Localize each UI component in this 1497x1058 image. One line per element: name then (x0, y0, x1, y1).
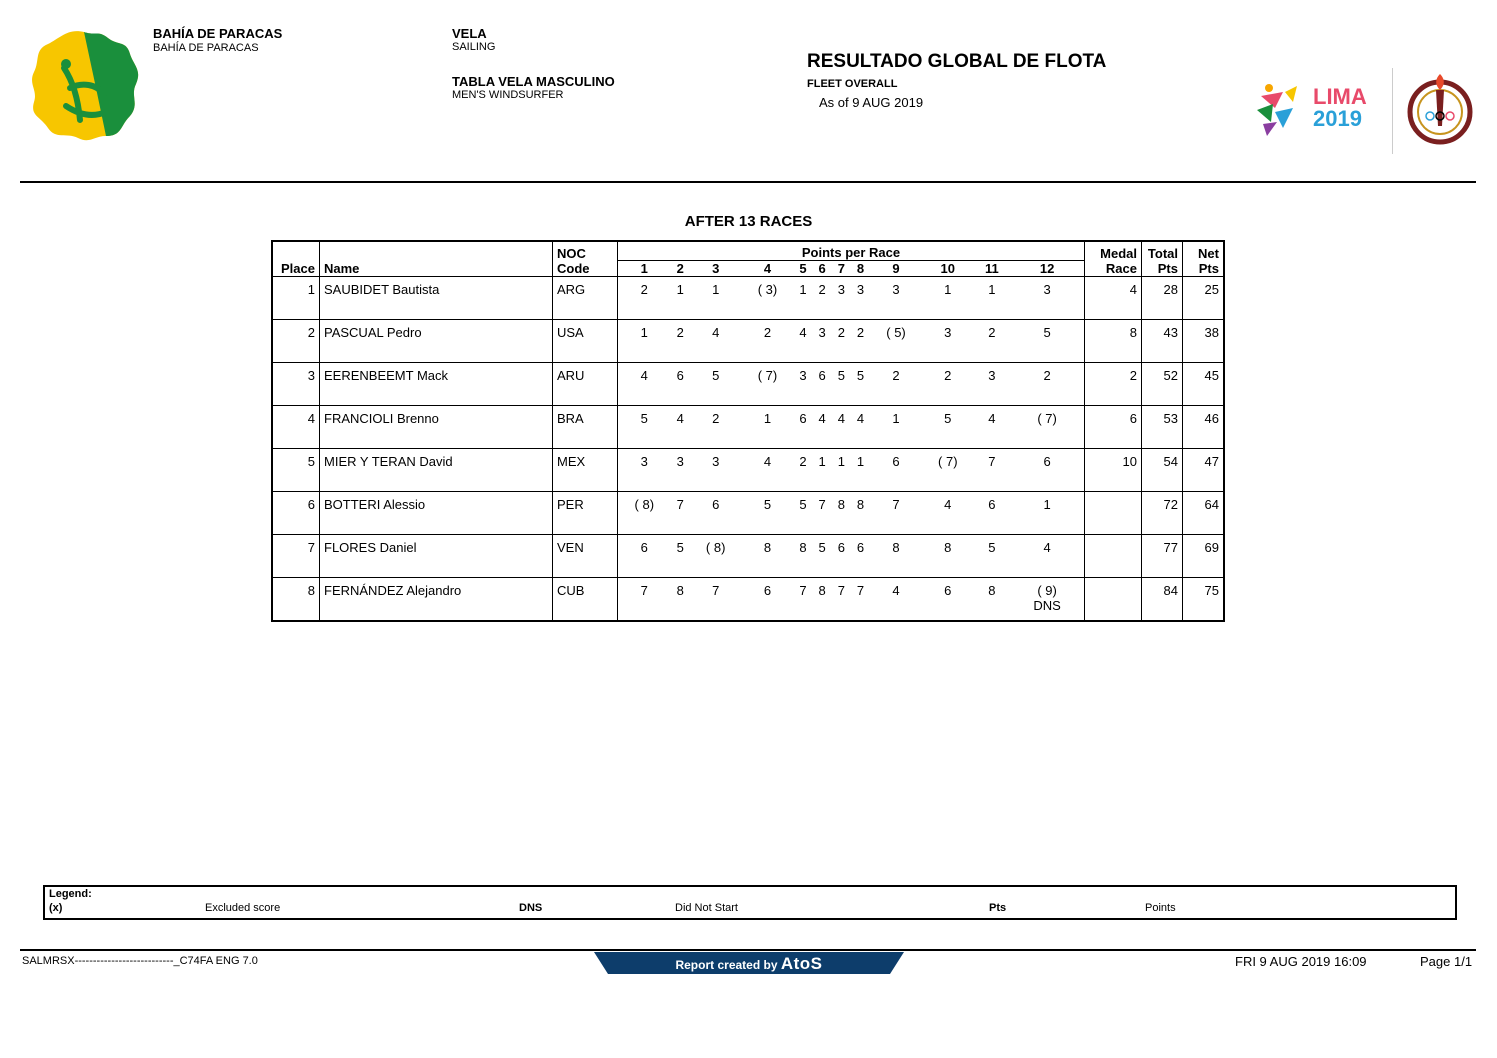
cell-race: 4 (813, 406, 832, 449)
cell-place: 4 (272, 406, 320, 449)
cell-name: FERNÁNDEZ Alejandro (320, 578, 553, 621)
cell-race: 5 (793, 492, 812, 535)
document-code: SALMRSX---------------------------_C74FA ENG 7.0 (22, 955, 258, 967)
bahia-de-paracas-logo (26, 28, 142, 144)
cell-place: 1 (272, 277, 320, 320)
cell-total: 77 (1142, 535, 1183, 578)
cell-race: 8 (832, 492, 851, 535)
cell-race: 4 (974, 406, 1011, 449)
cell-race: 7 (974, 449, 1011, 492)
cell-race: 6 (793, 406, 812, 449)
event-name-en: MEN'S WINDSURFER (452, 89, 564, 101)
header-total-pts (1142, 241, 1183, 277)
cell-race: 2 (742, 320, 794, 363)
cell-race: 2 (922, 363, 974, 406)
cell-total: 52 (1142, 363, 1183, 406)
cell-race: 1 (870, 406, 922, 449)
cell-net: 38 (1183, 320, 1225, 363)
cell-medal (1085, 535, 1142, 578)
header-net-line2: Pts (1198, 261, 1219, 276)
cell-race: 3 (922, 320, 974, 363)
cell-race: 2 (618, 277, 671, 320)
cell-race: 2 (974, 320, 1011, 363)
legend-code: Pts (989, 902, 1007, 914)
cell-race: 4 (618, 363, 671, 406)
cell-noc: MEX (553, 449, 618, 492)
cell-net: 45 (1183, 363, 1225, 406)
cell-race: 6 (832, 535, 851, 578)
cell-race: 8 (671, 578, 690, 621)
sport-block (452, 26, 495, 53)
venue-name-en: BAHÍA DE PARACAS (153, 42, 259, 54)
cell-race: 7 (793, 578, 812, 621)
cell-race: 4 (870, 578, 922, 621)
cell-noc: ARU (553, 363, 618, 406)
table-row (272, 535, 1224, 578)
cell-race: 6 (851, 535, 870, 578)
cell-race: ( 3) (757, 282, 778, 297)
header-points-per-race: Points per Race (618, 241, 1085, 261)
cell-total: 43 (1142, 320, 1183, 363)
cell-race: ( 8) (690, 535, 742, 578)
cell-race: 2 (793, 449, 812, 492)
cell-name: EERENBEEMT Mack (320, 363, 553, 406)
cell-race: 7 (671, 492, 690, 535)
cell-net: 75 (1183, 578, 1225, 621)
table-row (272, 277, 1224, 320)
table-row (272, 578, 1224, 621)
cell-medal: 8 (1085, 320, 1142, 363)
cell-medal: 4 (1085, 277, 1142, 320)
cell-race: 8 (742, 535, 794, 578)
cell-race: 3 (618, 449, 671, 492)
cell-race: ( 8) (618, 492, 671, 535)
cell-race: 2 (832, 320, 851, 363)
cell-race (1010, 578, 1084, 621)
cell-race: 3 (856, 282, 865, 297)
header-race: 8 (851, 261, 870, 277)
cell-net: 25 (1183, 277, 1225, 320)
odepa-logo (1406, 70, 1474, 150)
cell-race: 2 (870, 363, 922, 406)
cell-race: 5 (618, 406, 671, 449)
cell-place: 7 (272, 535, 320, 578)
section-title: AFTER 13 RACES (684, 213, 813, 230)
cell-race: 1 (813, 449, 832, 492)
cell-medal (1085, 492, 1142, 535)
header-total-line1: Total (1147, 246, 1178, 261)
cell-race: 1 (799, 282, 807, 297)
cell-race: 1 (851, 449, 870, 492)
event-block (452, 74, 615, 101)
cell-race: 1 (676, 282, 684, 297)
cell-race: 2 (818, 282, 826, 297)
header-race: 1 (618, 261, 671, 277)
cell-net: 46 (1183, 406, 1225, 449)
footer-rule (20, 949, 1476, 951)
cell-race (1010, 535, 1084, 578)
cell-race: 5 (922, 406, 974, 449)
sport-name: VELA (452, 26, 487, 41)
cell-race: 5 (742, 492, 794, 535)
cell-race (1010, 363, 1084, 406)
header-race: 2 (671, 261, 690, 277)
cell-race: 7 (690, 578, 742, 621)
header-net-line1: Net (1198, 246, 1219, 261)
cell-race: 5 (832, 363, 851, 406)
page-number: Page 1/1 (1420, 954, 1473, 969)
cell-race: 3 (974, 363, 1011, 406)
cell-race: 7 (618, 578, 671, 621)
cell-race: 4 (690, 320, 742, 363)
header-race: 12 (1010, 261, 1084, 277)
cell-race: 1 (832, 449, 851, 492)
cell-race-value: 2 (1043, 368, 1051, 383)
cell-race: ( 5) (870, 320, 922, 363)
cell-medal: 2 (1085, 363, 1142, 406)
cell-medal: 10 (1085, 449, 1142, 492)
header-net-pts (1183, 241, 1225, 277)
cell-race: 4 (832, 406, 851, 449)
cell-race: 6 (813, 363, 832, 406)
header-race: 11 (974, 261, 1011, 277)
cell-race (1010, 277, 1084, 320)
cell-race: 7 (813, 492, 832, 535)
cell-medal: 6 (1085, 406, 1142, 449)
cell-race (1010, 492, 1084, 535)
cell-race: 3 (690, 449, 742, 492)
event-name: TABLA VELA MASCULINO (452, 74, 615, 89)
header-noc (553, 241, 618, 277)
cell-race: 4 (793, 320, 812, 363)
cell-net: 64 (1183, 492, 1225, 535)
report-title-en: FLEET OVERALL (807, 78, 898, 90)
cell-total: 54 (1142, 449, 1183, 492)
cell-total: 84 (1142, 578, 1183, 621)
cell-noc: ARG (553, 277, 618, 320)
table-row (272, 449, 1224, 492)
sport-name-en: SAILING (452, 41, 496, 53)
cell-race: 8 (851, 492, 870, 535)
cell-race: 6 (742, 578, 794, 621)
cell-race: 2 (851, 320, 870, 363)
cell-race: 4 (671, 406, 690, 449)
cell-race: 4 (742, 449, 794, 492)
results-table (271, 240, 1225, 622)
header-race: 3 (690, 261, 742, 277)
legend-title: Legend: (49, 888, 92, 900)
cell-race: 4 (851, 406, 870, 449)
header-rule (20, 181, 1476, 183)
cell-race: 3 (837, 282, 845, 297)
header-race: 7 (832, 261, 851, 277)
svg-text:LIMA: LIMA (1313, 84, 1367, 109)
cell-race-value: 4 (1043, 540, 1051, 555)
cell-race: 3 (793, 363, 812, 406)
cell-race: ( 7) (922, 449, 974, 492)
cell-race: 8 (793, 535, 812, 578)
cell-race: 6 (974, 492, 1011, 535)
cell-race: 6 (690, 492, 742, 535)
print-datetime: FRI 9 AUG 2019 16:09 (1235, 954, 1367, 969)
cell-race: 6 (671, 363, 690, 406)
legend-box (43, 885, 1457, 920)
cell-race: ( 7) (742, 363, 794, 406)
header-race: 10 (922, 261, 974, 277)
cell-race: 8 (870, 535, 922, 578)
cell-race-value: 5 (1043, 325, 1051, 340)
cell-place: 3 (272, 363, 320, 406)
cell-race: 3 (892, 282, 900, 297)
cell-race: 7 (851, 578, 870, 621)
header-medal-line2: Race (1105, 261, 1137, 276)
cell-noc: USA (553, 320, 618, 363)
cell-total: 28 (1142, 277, 1183, 320)
as-of-date: As of 9 AUG 2019 (819, 95, 924, 110)
cell-place: 5 (272, 449, 320, 492)
cell-race-note: DNS (1033, 598, 1061, 613)
cell-race: 8 (922, 535, 974, 578)
cell-race-value: ( 7) (1037, 411, 1057, 426)
cell-place: 8 (272, 578, 320, 621)
cell-race-value: 3 (1043, 282, 1051, 297)
table-row (272, 363, 1224, 406)
cell-noc: BRA (553, 406, 618, 449)
cell-medal (1085, 578, 1142, 621)
cell-race: 6 (922, 578, 974, 621)
cell-net: 69 (1183, 535, 1225, 578)
cell-race (1010, 449, 1084, 492)
cell-net: 47 (1183, 449, 1225, 492)
cell-name: PASCUAL Pedro (320, 320, 553, 363)
report-credit (594, 954, 904, 974)
cell-name: FLORES Daniel (320, 535, 553, 578)
venue-block (153, 26, 282, 54)
table-row (272, 406, 1224, 449)
report-created-by: Report created by (675, 958, 778, 972)
cell-race: 1 (712, 282, 720, 297)
cell-name: FRANCIOLI Brenno (320, 406, 553, 449)
cell-race: 3 (671, 449, 690, 492)
cell-noc: VEN (553, 535, 618, 578)
cell-total: 53 (1142, 406, 1183, 449)
cell-race: 7 (870, 492, 922, 535)
legend-desc: Points (1145, 902, 1176, 914)
table-row (272, 320, 1224, 363)
legend-desc: Did Not Start (675, 902, 738, 914)
header-noc-line2: Code (557, 261, 590, 276)
cell-race: 5 (690, 363, 742, 406)
cell-race: 8 (813, 578, 832, 621)
cell-race-value: ( 9) (1037, 583, 1057, 598)
atos-logo: AtoS (780, 954, 823, 973)
cell-race: 4 (922, 492, 974, 535)
cell-race: 2 (671, 320, 690, 363)
legend-desc: Excluded score (205, 902, 281, 914)
header-name: Name (320, 241, 553, 277)
cell-race: 8 (974, 578, 1011, 621)
cell-race (1010, 406, 1084, 449)
cell-race: 5 (813, 535, 832, 578)
cell-race: 3 (813, 320, 832, 363)
cell-place: 6 (272, 492, 320, 535)
cell-race: 6 (870, 449, 922, 492)
cell-race: 1 (988, 282, 996, 297)
header-total-line2: Pts (1157, 261, 1178, 276)
header-medal-race (1085, 241, 1142, 277)
cell-race: 1 (944, 282, 952, 297)
table-row (272, 492, 1224, 535)
cell-race: 6 (618, 535, 671, 578)
logo-divider (1392, 68, 1393, 154)
header-race: 9 (870, 261, 922, 277)
cell-noc: PER (553, 492, 618, 535)
header-race: 5 (793, 261, 812, 277)
cell-total: 72 (1142, 492, 1183, 535)
cell-name: BOTTERI Alessio (320, 492, 553, 535)
svg-text:2019: 2019 (1313, 106, 1362, 131)
header-place: Place (272, 241, 320, 277)
cell-race-value: 1 (1043, 497, 1051, 512)
cell-race: 7 (832, 578, 851, 621)
cell-place: 2 (272, 320, 320, 363)
header-race: 4 (742, 261, 794, 277)
cell-race (1010, 320, 1084, 363)
cell-race: 5 (974, 535, 1011, 578)
header-race: 6 (813, 261, 832, 277)
cell-name: SAUBIDET Bautista (320, 277, 553, 320)
cell-race-value: 6 (1043, 454, 1051, 469)
cell-race: 1 (742, 406, 794, 449)
legend-code: DNS (519, 902, 543, 914)
cell-race: 5 (851, 363, 870, 406)
cell-race: 2 (690, 406, 742, 449)
report-title: RESULTADO GLOBAL DE FLOTA (807, 51, 1107, 72)
header-medal-line1: Medal (1100, 246, 1137, 261)
cell-race: 5 (671, 535, 690, 578)
cell-race: 1 (618, 320, 671, 363)
cell-noc: CUB (553, 578, 618, 621)
cell-name: MIER Y TERAN David (320, 449, 553, 492)
legend-code: (x) (49, 902, 63, 914)
header-noc-line1: NOC (557, 246, 586, 261)
venue-name: BAHÍA DE PARACAS (153, 26, 283, 41)
lima-2019-logo (1253, 78, 1378, 140)
